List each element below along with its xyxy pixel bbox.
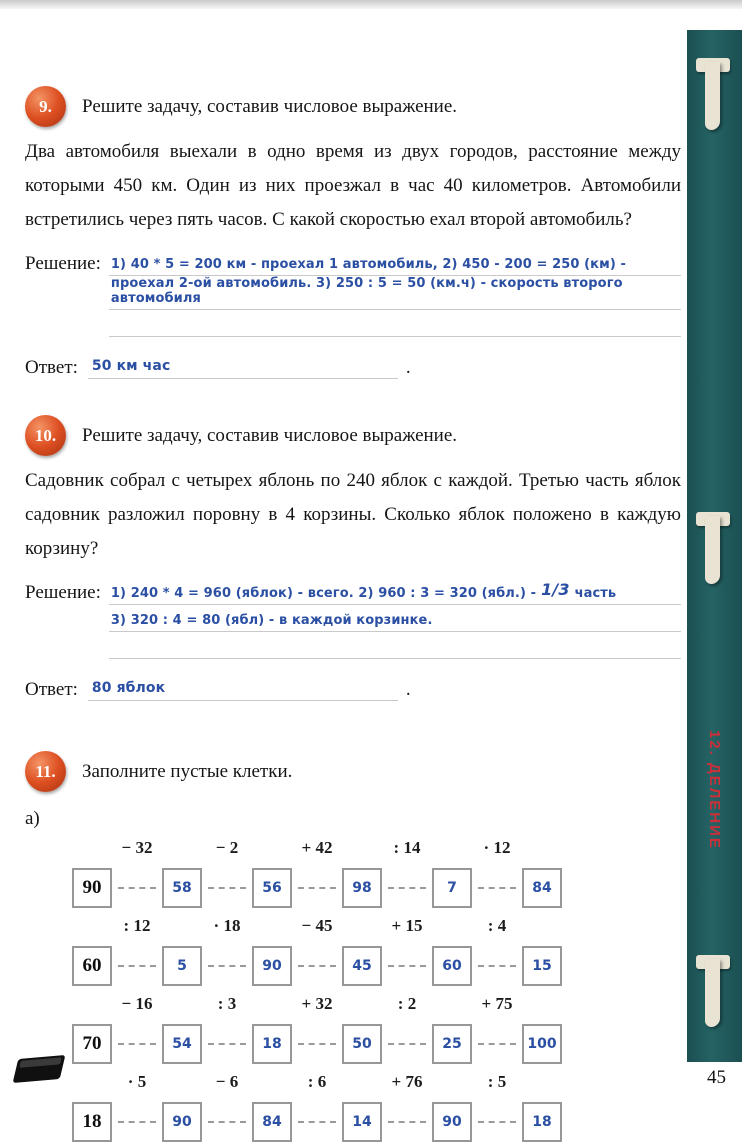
chain-answer-cell: 5 (162, 946, 202, 986)
eraser-icon (13, 1055, 66, 1083)
handwritten-solution: 1) 40 * 5 = 200 км - проехал 1 автомобиль, 2) 450 - 200 = 250 (км) - (110, 257, 626, 272)
writing-line (109, 632, 681, 659)
chain-connector (208, 965, 246, 967)
task-9 (25, 86, 681, 379)
chain-start-value: 18 (72, 1102, 112, 1142)
solution-label: Решение: (25, 582, 101, 603)
chain-answer-cell: 60 (432, 946, 472, 986)
chain-answer-cell: 98 (342, 868, 382, 908)
handwritten-solution: проехал 2-ой автомобиль. 3) 250 : 5 = 50 (км.ч) - скорость второго автомобиля (110, 276, 623, 306)
chain-operation: · 12 (483, 838, 511, 857)
handwritten-solution: часть (574, 586, 617, 601)
chain-connector (208, 1043, 246, 1045)
chain-operation: : 12 (123, 916, 151, 935)
chain-answer-cell: 90 (162, 1102, 202, 1142)
chain-answer-cell: 25 (432, 1024, 472, 1064)
chain-connector (118, 1121, 156, 1123)
chain-step (202, 916, 252, 986)
solution-block (25, 249, 681, 337)
answer-block (25, 357, 681, 379)
chain-operation: · 18 (213, 916, 241, 935)
chain-connector (298, 1121, 336, 1123)
chain-answer-cell: 58 (162, 868, 202, 908)
workbook-page (25, 0, 681, 1142)
handwritten-answer: 80 яблок (91, 680, 166, 696)
chain-operation: : 6 (307, 1072, 327, 1091)
chain-operation: − 16 (121, 994, 153, 1013)
chain-connector (388, 1043, 426, 1045)
chain-connector (298, 1043, 336, 1045)
chain-connector (388, 1121, 426, 1123)
chain-start-value: 60 (72, 946, 112, 986)
chain-step (382, 1072, 432, 1142)
chain-step (472, 838, 522, 908)
task-number-badge: 11. (25, 751, 66, 792)
writing-line (109, 578, 681, 605)
writing-line (109, 310, 681, 337)
chapter-title-vertical: 12. ДЕЛЕНИЕ (706, 730, 723, 850)
handwritten-solution: 3) 320 : 4 = 80 (ябл) - в каждой корзинке. (110, 613, 433, 628)
chain-connector (298, 887, 336, 889)
answer-label: Ответ: (25, 679, 78, 700)
handwritten-answer: 50 км час (91, 358, 171, 374)
answer-period: . (405, 357, 411, 378)
chain-step (472, 994, 522, 1064)
chain-answer-cell: 84 (252, 1102, 292, 1142)
chain-step (202, 838, 252, 908)
handwritten-fraction: 1/3 (541, 580, 570, 599)
task-title: Решите задачу, составив числовое выражение. (82, 424, 458, 446)
chain-start-value: 90 (72, 868, 112, 908)
task-11-header (25, 751, 681, 792)
chain-connector (118, 1043, 156, 1045)
chain-answer-cell: 14 (342, 1102, 382, 1142)
chain-step (112, 838, 162, 908)
chain-answer-cell: 7 (432, 868, 472, 908)
chain-operation: − 45 (301, 916, 333, 935)
task-text: Садовник собрал с четырех яблонь по 240 яблок с каждой. Третью часть яблок садовник разложил поровну в 4 корзины. Сколько яблок положено в каждую корзину? (25, 470, 681, 559)
chain-step (292, 916, 342, 986)
chain-step (202, 994, 252, 1064)
solution-lines (109, 249, 681, 337)
chain-operation: : 3 (217, 994, 237, 1013)
chain-operation: : 14 (393, 838, 421, 857)
task-9-header (25, 86, 681, 127)
handwritten-solution: 1) 240 * 4 = 960 (яблок) - всего. 2) 960 : 3 = 320 (ябл.) - (110, 586, 537, 601)
chain-operation: + 32 (301, 994, 333, 1013)
chain-answer-cell: 56 (252, 868, 292, 908)
task-number-badge: 9. (25, 86, 66, 127)
chain-operation: + 76 (391, 1072, 423, 1091)
chain-step (202, 1072, 252, 1142)
chain-step (292, 1072, 342, 1142)
chain-connector (118, 887, 156, 889)
chain-answer-cell: 90 (432, 1102, 472, 1142)
writing-line (109, 605, 681, 632)
bookmark-tab-icon (696, 955, 732, 1027)
task-11 (25, 751, 681, 1142)
chain-connector (478, 965, 516, 967)
chain-connector (298, 965, 336, 967)
writing-line (88, 679, 398, 701)
chain-connector (478, 887, 516, 889)
chain-answer-cell: 45 (342, 946, 382, 986)
chain-step (382, 994, 432, 1064)
chain-step (112, 994, 162, 1064)
chain-step (472, 916, 522, 986)
task-10 (25, 415, 681, 701)
chain-operation: + 75 (481, 994, 513, 1013)
chain-step (472, 1072, 522, 1142)
task-title: Заполните пустые клетки. (82, 760, 293, 782)
chain-connector (118, 965, 156, 967)
chain-operation: − 32 (121, 838, 153, 857)
chain-step (292, 994, 342, 1064)
chain-answer-cell: 54 (162, 1024, 202, 1064)
page-number: 45 (707, 1067, 726, 1088)
chain-connector (208, 887, 246, 889)
chain-step (382, 916, 432, 986)
chain-step (292, 838, 342, 908)
chain-connector (478, 1121, 516, 1123)
chain-operation: · 5 (127, 1072, 147, 1091)
solution-label: Решение: (25, 253, 101, 274)
answer-period: . (405, 679, 411, 700)
writing-line (109, 276, 681, 310)
number-chain-4 (72, 1072, 681, 1142)
chain-answer-cell: 100 (522, 1024, 562, 1064)
chain-answer-cell: 18 (252, 1024, 292, 1064)
task-title: Решите задачу, составив числовое выражение. (82, 95, 458, 117)
chain-operation: : 5 (487, 1072, 507, 1091)
bookmark-tab-icon (696, 58, 732, 130)
task-10-header (25, 415, 681, 456)
chain-answer-cell: 50 (342, 1024, 382, 1064)
chain-operation: : 2 (397, 994, 417, 1013)
chain-connector (478, 1043, 516, 1045)
writing-line (88, 357, 398, 379)
chain-operation: − 6 (215, 1072, 239, 1091)
chain-answer-cell: 18 (522, 1102, 562, 1142)
answer-block (25, 679, 681, 701)
task-text: Два автомобиля выехали в одно время из двух городов, расстояние между которыми 450 км. Один из них проезжал в час 40 километров. Автомобили встретились через пять часов. С какой скоростью ехал второй автомобиль? (25, 141, 681, 230)
chain-answer-cell: 84 (522, 868, 562, 908)
chain-connector (388, 965, 426, 967)
chain-step (382, 838, 432, 908)
chain-answer-cell: 90 (252, 946, 292, 986)
chain-operation: − 2 (215, 838, 239, 857)
number-chain-3 (72, 994, 681, 1064)
bookmark-tab-icon (696, 512, 732, 584)
chain-operation: + 42 (301, 838, 333, 857)
chain-step (112, 916, 162, 986)
chain-connector (208, 1121, 246, 1123)
solution-block (25, 578, 681, 659)
number-chain-1 (72, 838, 681, 908)
chain-start-value: 70 (72, 1024, 112, 1064)
chapter-side-strip (687, 30, 742, 1062)
solution-lines (109, 578, 681, 659)
chain-operation: : 4 (487, 916, 507, 935)
number-chain-2 (72, 916, 681, 986)
subtask-label: а) (25, 808, 40, 829)
chain-connector (388, 887, 426, 889)
answer-label: Ответ: (25, 357, 78, 378)
chain-answer-cell: 15 (522, 946, 562, 986)
chain-operation: + 15 (391, 916, 423, 935)
chain-step (112, 1072, 162, 1142)
task-number-badge: 10. (25, 415, 66, 456)
writing-line (109, 249, 681, 276)
